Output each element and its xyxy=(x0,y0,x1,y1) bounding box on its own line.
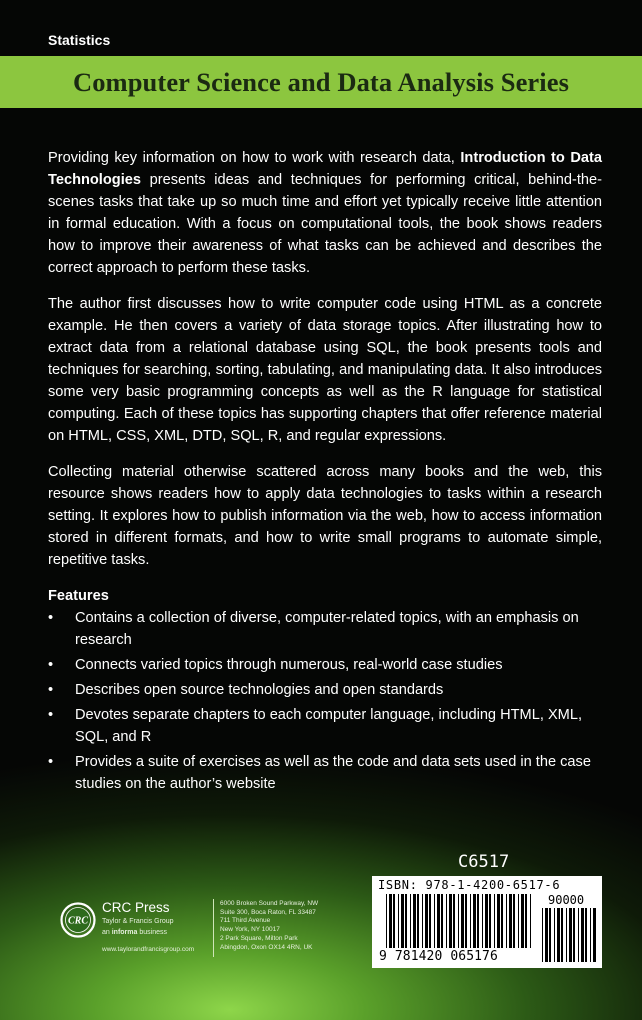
feature-text: Devotes separate chapters to each computer language, including HTML, XML, SQL, and R xyxy=(75,707,583,745)
publisher-group: Taylor & Francis Group xyxy=(102,918,174,925)
feature-item xyxy=(48,607,602,651)
barcode-bar xyxy=(477,894,479,948)
barcode-bar xyxy=(389,894,392,948)
description-continued: presents ideas and techniques for performing critical, behind-the-scenes tasks that take up so much time and effort yet typically receive little attention in formal education. With a focus on computational tools, the book shows readers how to improve their awareness of what tasks can be achieved and describes the correct approach to perform these tasks. xyxy=(48,172,602,276)
category-label: Statistics xyxy=(48,32,111,48)
barcode-bar xyxy=(473,894,476,948)
feature-item xyxy=(48,654,602,676)
barcode-bar xyxy=(566,908,567,962)
barcode-bar xyxy=(578,908,579,962)
publisher-addresses xyxy=(220,900,318,952)
barcode-bar xyxy=(593,908,596,962)
description-paragraph-1 xyxy=(48,147,602,279)
barcode-bar xyxy=(417,894,419,948)
barcode-bar xyxy=(437,894,440,948)
bullet-icon: • xyxy=(48,610,54,626)
description-paragraph-2: The author first discusses how to write computer code using HTML as a concrete example. He then covers a variety of data storage topics. After illustrating how to extract data from a relational database using SQL, the book presents tools and techniques for searching, sorting, tabulating, and manipulating data. It also introduces some very basic programming concepts as well as the R language for statistical computing. Each of these topics has supporting chapters that offer reference material on HTML, CSS, XML, DTD, SQL, R, and regular expressions. xyxy=(48,296,602,444)
barcode-bar xyxy=(494,894,495,948)
barcode-bar xyxy=(446,894,447,948)
publisher-block xyxy=(60,898,220,958)
barcode-bar xyxy=(530,894,531,948)
barcode-bar xyxy=(573,908,575,962)
feature-item xyxy=(48,679,602,701)
barcode-bar xyxy=(465,894,467,948)
bullet-icon: • xyxy=(48,682,54,698)
barcode-bar xyxy=(489,894,491,948)
barcode-bar xyxy=(441,894,443,948)
barcode-bar xyxy=(542,908,543,962)
publisher-name: CRC Press xyxy=(102,900,170,915)
publisher-business: an informa business xyxy=(102,929,167,936)
bullet-icon: • xyxy=(48,707,54,723)
barcode-bar xyxy=(401,894,404,948)
publisher-url[interactable]: www.taylorandfrancisgroup.com xyxy=(102,946,195,953)
isbn-barcode xyxy=(372,876,602,968)
barcode-bar xyxy=(506,894,507,948)
feature-text: Contains a collection of diverse, computer-related topics, with an emphasis on research xyxy=(75,610,579,648)
bullet-icon: • xyxy=(48,754,54,770)
barcode-bar xyxy=(422,894,423,948)
address-line: New York, NY 10017 xyxy=(220,926,280,934)
feature-text: Connects varied topics through numerous, real-world case studies xyxy=(75,657,503,673)
address-line: 6000 Broken Sound Parkway, NW xyxy=(220,900,319,907)
series-band xyxy=(0,56,642,108)
barcode-bar xyxy=(485,894,488,948)
barcode-bar xyxy=(449,894,452,948)
barcode-bar xyxy=(434,894,435,948)
feature-item xyxy=(48,704,602,748)
barcode-bar xyxy=(557,908,560,962)
barcode-bar xyxy=(501,894,503,948)
barcode-bar xyxy=(429,894,431,948)
crc-logo-icon xyxy=(60,902,96,938)
barcode-bar xyxy=(554,908,555,962)
barcode-bar xyxy=(386,894,387,948)
barcode-bar xyxy=(413,894,416,948)
cover-description xyxy=(48,147,602,798)
barcode-bar xyxy=(518,894,519,948)
barcode-bar xyxy=(453,894,455,948)
barcode-bar xyxy=(405,894,407,948)
barcode-bar xyxy=(470,894,471,948)
barcode-addon: 90000 xyxy=(548,893,585,907)
barcode-bar xyxy=(482,894,483,948)
feature-text: Provides a suite of exercises as well as the code and data sets used in the case studies on the author’s website xyxy=(75,754,591,792)
barcode-bar xyxy=(549,908,551,962)
barcode-bar xyxy=(425,894,428,948)
series-title: Computer Science and Data Analysis Series xyxy=(72,66,570,97)
barcode-bar xyxy=(513,894,515,948)
barcode-bar xyxy=(509,894,512,948)
barcode-bar xyxy=(461,894,464,948)
isbn-label: ISBN: 978-1-4200-6517-6 xyxy=(378,878,561,892)
features-list xyxy=(48,607,602,795)
address-line: 711 Third Avenue xyxy=(220,917,271,925)
barcode-bar xyxy=(398,894,399,948)
barcode-bar xyxy=(545,908,548,962)
feature-text: Describes open source technologies and open standards xyxy=(75,682,444,698)
barcode-bar xyxy=(458,894,459,948)
barcode-bar xyxy=(569,908,572,962)
features-heading: Features xyxy=(48,588,109,604)
barcode-bar xyxy=(393,894,395,948)
barcode-number: 9 781420 065176 xyxy=(379,949,498,964)
barcode-bar xyxy=(497,894,500,948)
feature-item xyxy=(48,751,602,795)
informa-brand: informa xyxy=(111,929,138,936)
description-paragraph-3: Collecting material otherwise scattered across many books and the web, this resource shows readers how to apply data technologies to tasks within a research setting. It explores how to publish information via the web, how to access information stored in different formats, and how to write small programs to automate simple, repetitive tasks. xyxy=(48,464,602,568)
intro-text: Providing key information on how to work with research data, xyxy=(48,150,461,166)
barcode-bar xyxy=(521,894,524,948)
barcode-bar xyxy=(561,908,563,962)
barcode-bar xyxy=(410,894,411,948)
bullet-icon: • xyxy=(48,657,54,673)
book-title: Introduction to Data Technologies xyxy=(48,150,602,188)
stock-code: C6517 xyxy=(458,852,510,872)
address-line: Abingdon, Oxon OX14 4RN, UK xyxy=(220,943,313,951)
barcode-bar xyxy=(525,894,527,948)
barcode-bar xyxy=(585,908,587,962)
address-line: 2 Park Square, Milton Park xyxy=(220,934,298,942)
barcode-bar xyxy=(590,908,591,962)
barcode-bar xyxy=(581,908,584,962)
address-line: Suite 300, Boca Raton, FL 33487 xyxy=(220,908,316,916)
crc-logo-text: CRC xyxy=(67,915,89,927)
address-divider xyxy=(213,899,214,957)
